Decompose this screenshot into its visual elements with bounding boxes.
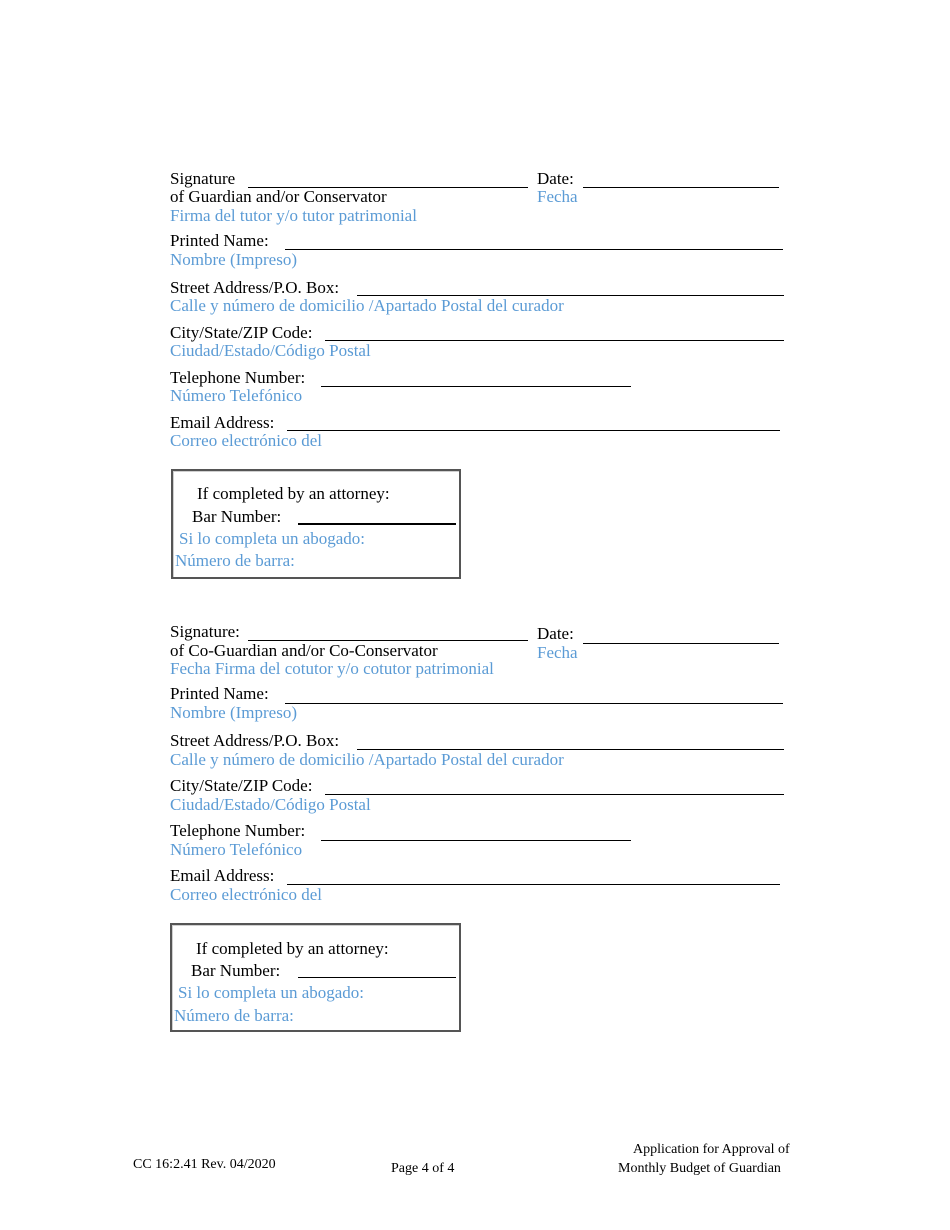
bar-number-line[interactable] (298, 977, 456, 978)
telephone-line[interactable] (321, 840, 631, 841)
date-line[interactable] (583, 643, 779, 644)
bar-number-label-es: Número de barra: (175, 551, 295, 570)
bar-number-label-es: Número de barra: (174, 1006, 294, 1025)
printed-name-line[interactable] (285, 249, 783, 250)
street-address-label-es: Calle y número de domicilio /Apartado Postal del curador (170, 296, 564, 315)
date-line[interactable] (583, 187, 779, 188)
document-title-line-1: Application for Approval of (633, 1142, 790, 1157)
signature-label: Signature: (170, 622, 240, 641)
bar-number-label: Bar Number: (191, 961, 281, 980)
bar-number-label: Bar Number: (192, 507, 282, 526)
telephone-label: Telephone Number: (170, 821, 306, 840)
printed-name-label: Printed Name: (170, 231, 269, 250)
attorney-title: If completed by an attorney: (196, 939, 389, 958)
email-label: Email Address: (170, 413, 275, 432)
signature-label: Signature (170, 169, 236, 188)
date-label: Date: (537, 169, 574, 188)
signature-label-es: Firma del tutor y/o tutor patrimonial (170, 206, 417, 225)
street-address-label-es: Calle y número de domicilio /Apartado Postal del curador (170, 750, 564, 769)
street-address-label: Street Address/P.O. Box: (170, 278, 340, 297)
attorney-title-es: Si lo completa un abogado: (178, 983, 365, 1002)
date-label-es: Fecha (537, 187, 578, 206)
attorney-title-es: Si lo completa un abogado: (179, 529, 366, 548)
email-label: Email Address: (170, 866, 275, 885)
signature-label-es: Fecha Firma del cotutor y/o cotutor patrimonial (170, 659, 494, 678)
printed-name-line[interactable] (285, 703, 783, 704)
form-code: CC 16:2.41 Rev. 04/2020 (133, 1157, 276, 1172)
street-address-label: Street Address/P.O. Box: (170, 731, 340, 750)
printed-name-label: Printed Name: (170, 684, 269, 703)
document-title-line-2: Monthly Budget of Guardian (618, 1161, 781, 1176)
city-state-zip-line[interactable] (325, 340, 784, 341)
city-state-zip-line[interactable] (325, 794, 784, 795)
printed-name-label-es: Nombre (Impreso) (170, 703, 297, 722)
email-line[interactable] (287, 430, 780, 431)
printed-name-label-es: Nombre (Impreso) (170, 250, 297, 269)
page-number: Page 4 of 4 (391, 1161, 455, 1176)
city-state-zip-label-es: Ciudad/Estado/Código Postal (170, 341, 371, 360)
telephone-label: Telephone Number: (170, 368, 306, 387)
email-line[interactable] (287, 884, 780, 885)
attorney-box (170, 923, 461, 1032)
telephone-line[interactable] (321, 386, 631, 387)
email-label-es: Correo electrónico del (170, 885, 322, 904)
date-label: Date: (537, 624, 574, 643)
attorney-title: If completed by an attorney: (197, 484, 390, 503)
telephone-label-es: Número Telefónico (170, 840, 303, 859)
signature-sublabel: of Co-Guardian and/or Co-Conservator (170, 641, 438, 660)
email-label-es: Correo electrónico del (170, 431, 322, 450)
telephone-label-es: Número Telefónico (170, 386, 303, 405)
bar-number-line[interactable] (298, 523, 456, 525)
city-state-zip-label: City/State/ZIP Code: (170, 776, 313, 795)
signature-sublabel: of Guardian and/or Conservator (170, 187, 387, 206)
city-state-zip-label-es: Ciudad/Estado/Código Postal (170, 795, 371, 814)
city-state-zip-label: City/State/ZIP Code: (170, 323, 313, 342)
date-label-es: Fecha (537, 643, 578, 662)
attorney-box (171, 469, 461, 579)
